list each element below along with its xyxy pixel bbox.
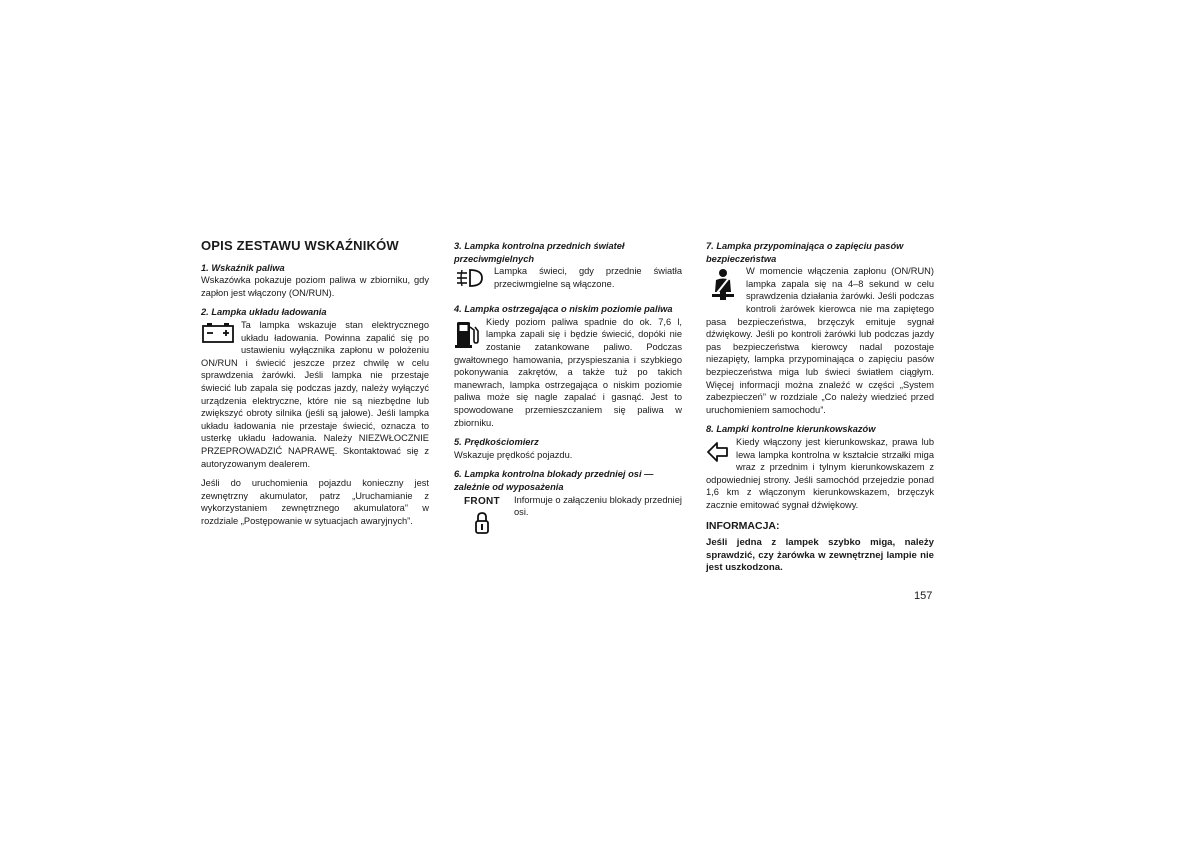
section-text: Kiedy włączony jest kierunkowskaz, prawa lub lewa lampka kontrolna w kształcie strzałki miga wraz z przednim i tylnym kierunkowskazem z odpowiedniej strony. Jeśli samochód przejedzie ponad 1,6 km z włączonym kierunkowskazem, brzęczyk zacznie emitować sygnał dźwiękowy. (706, 436, 934, 510)
section-text: Wskazuje prędkość pojazdu. (454, 449, 573, 460)
section-title: 8. Lampki kontrolne kierunkowskazów (706, 424, 876, 435)
column-right (706, 236, 934, 575)
page-title: OPIS ZESTAWU WSKAŹNIKÓW (201, 238, 399, 253)
section-title: 7. Lampka przypominająca o zapięciu pasów bezpieczeństwa (706, 241, 904, 264)
turn-signal-arrow-icon (706, 440, 730, 464)
section-text-secondary: Jeśli do uruchomienia pojazdu konieczny jest zewnętrzny akumulator, patrz „Uruchamianie z wykorzystaniem zewnętrznego akumulatora” w rozdziale „Postępowanie w sytuacjach awaryjnych”. (201, 478, 429, 526)
section-low-fuel (454, 303, 682, 429)
section-charging-system (201, 306, 429, 527)
info-heading: INFORMACJA: (706, 520, 780, 533)
section-seatbelt (706, 240, 934, 416)
front-fog-light-icon (454, 267, 488, 289)
section-title: 6. Lampka kontrolna blokady przedniej osi — zależnie od wyposażenia (454, 469, 654, 492)
section-title: 2. Lampka układu ładowania (201, 307, 327, 318)
page-number: 157 (914, 590, 933, 602)
section-text: Lampka świeci, gdy przednie światła przeciwmgielne są włączone. (494, 266, 682, 289)
column-middle (454, 236, 682, 544)
front-axle-lock-icon (454, 496, 510, 536)
battery-icon (201, 321, 235, 343)
section-title: 5. Prędkościomierz (454, 437, 539, 448)
fuel-pump-icon (454, 318, 480, 350)
section-fuel-gauge (201, 262, 429, 300)
section-front-fog-lights (454, 240, 682, 291)
section-text: W momencie włączenia zapłonu (ON/RUN) lampka zapala się na 4–8 sekund w celu sprawdzenia działania żarówki. Jeśli podczas kontroli żarówek kierowca nie ma zapiętego pasa bezpieczeństwa, brzęczyk emituje sygnał dźwiękowy. Jeśli po kontroli żarówki lub podczas jazdy pas bezpieczeństwa kierowcy nadal pozostaje niezapięty, lampka przypominająca o zapięciu pasów bezpieczeństwa miga lub świeci światłem ciągłym. Więcej informacji można znaleźć w części „System zabezpieczeń” w rozdziale „Co należy wiedzieć przed uruchomieniem samochodu”. (706, 266, 934, 415)
section-text: Ta lampka wskazuje stan elektrycznego układu ładowania. Powinna zapalić się po ustawieniu wyłącznika zapłonu w położeniu ON/RUN i świecić jeszcze przez chwilę w celu sprawdzenia żarówki. Jeśli lampka nie przestaje świecić lub zapala się podczas jazdy, należy wyłączyć urządzenia elektryczne, które nie są niezbędne lub zwiększyć obroty silnika (jeśli są jałowe). Jeśli lampka układu ładowania nie przestaje świecić, oznacza to usterkę układu ładowania. Należy NIEZWŁOCZNIE PRZEPROWADZIĆ NAPRAWĘ. Skontaktować się z autoryzowanym dealerem. (201, 319, 429, 469)
section-front-axle-lock (454, 468, 682, 537)
section-turn-signals (706, 423, 934, 511)
section-text: Kiedy poziom paliwa spadnie do ok. 7,6 l, lampka zapali się i będzie świecić, dopóki nie zostanie zatankowane paliwo. Podczas gwałtownego hamowania, przyspieszania i szybkiego pokonywania zakrętów, a także tuż po takich manewrach, lampka ostrzegająca o niskim poziomie paliwa może się nagle zapalać i gasnąć. Jest to spowodowane przemieszczaniem się paliwa w zbiorniku. (454, 316, 682, 428)
section-text: Wskazówka pokazuje poziom paliwa w zbiorniku, gdy zapłon jest włączony (ON/RUN). (201, 275, 429, 298)
section-title: 4. Lampka ostrzegająca o niskim poziomie paliwa (454, 304, 673, 315)
column-left (201, 236, 429, 534)
info-text: Jeśli jedna z lampek szybko miga, należy sprawdzić, czy żarówka w zewnętrznej lampie nie jest uszkodzona. (706, 537, 934, 574)
section-text: Informuje o załączeniu blokady przedniej osi. (514, 494, 682, 518)
section-title: 3. Lampka kontrolna przednich świateł przeciwmgielnych (454, 241, 625, 264)
section-title: 1. Wskaźnik paliwa (201, 262, 285, 273)
seatbelt-icon (706, 267, 740, 303)
section-speedometer (454, 436, 682, 461)
front-icon-label: FRONT (464, 495, 500, 507)
